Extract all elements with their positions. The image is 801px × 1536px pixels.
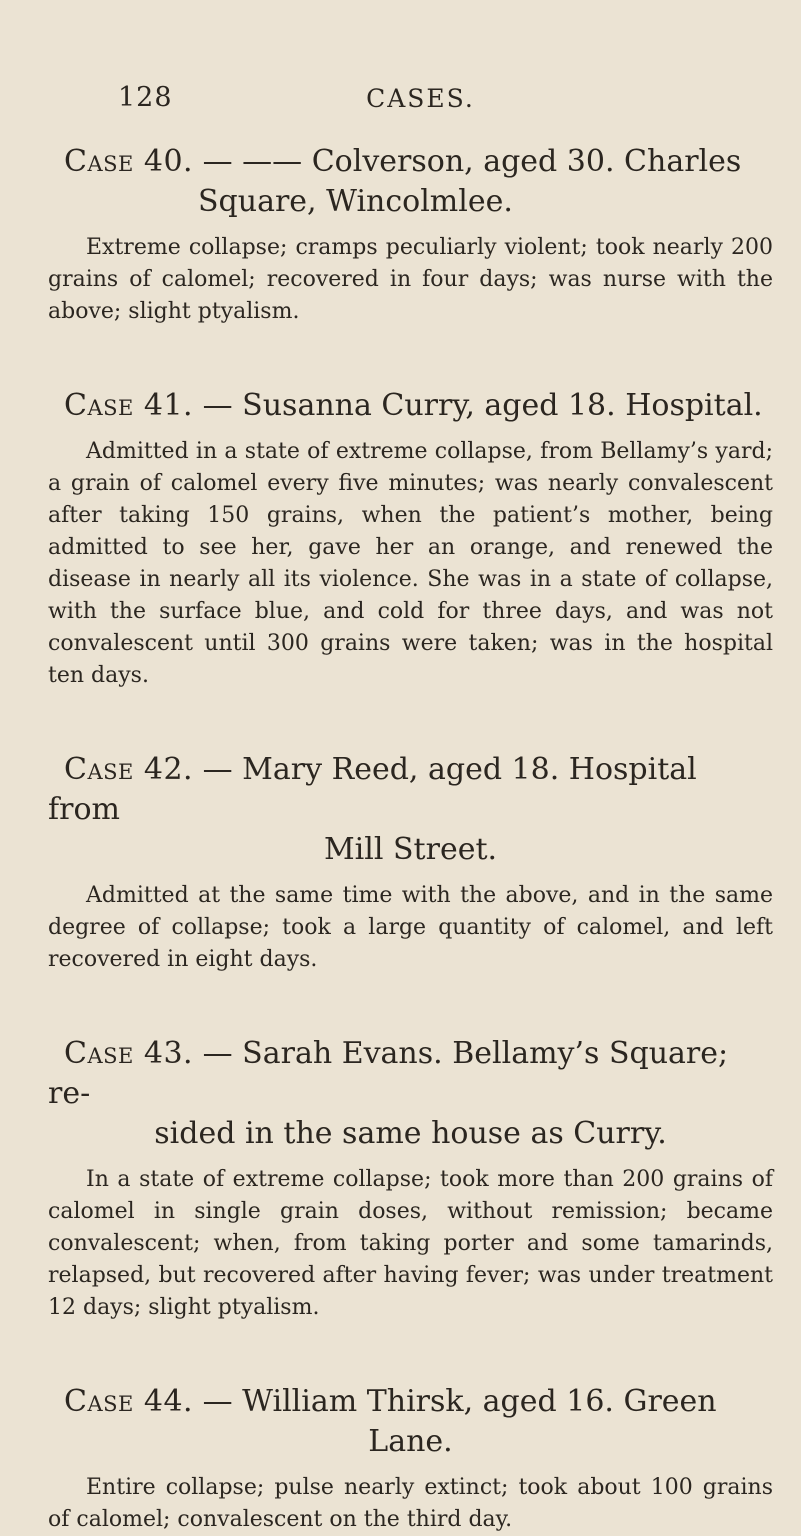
case-heading-tail: sided in the same house as Curry. [154, 1116, 667, 1151]
case-heading-text: — William Thirsk, aged 16. Green [202, 1384, 717, 1419]
case-body: In a state of extreme collapse; took more than 200 grains of calomel in single grain doses, without remission; became convalescent; when, from taking porter and some tamarinds, relapsed, but recovered after having fever; was under treatment 12 days; slight ptyalism. [48, 1167, 773, 1320]
case-label: Case 40. [64, 144, 194, 179]
case-heading-tail: Mill Street. [323, 832, 498, 867]
case-heading [48, 142, 773, 222]
case-entry [48, 750, 773, 976]
running-head [48, 62, 773, 122]
case-body: Admitted in a state of extreme collapse, from Bellamy’s yard; a grain of calomel every five minutes; was nearly convalescent after taking 150 grains, when the patient’s mother, being admitted to see her, gave her an orange, and renewed the disease in nearly all its violence. She was in a state of collapse, with the surface blue, and cold for three days, and was not convalescent until 300 grains were taken; was in the hospital ten days. [48, 439, 773, 688]
case-label: Case 43. [64, 1036, 194, 1071]
case-heading-tail: Square, Wincolmlee. [198, 184, 513, 219]
case-entry [48, 1382, 773, 1536]
case-heading-text: — Sarah Evans. Bellamy’s Square; re- [48, 1036, 729, 1111]
case-label: Case 42. [64, 752, 194, 787]
page-number: 128 [118, 82, 173, 113]
case-heading-text: — Mary Reed, aged 18. Hospital from [48, 752, 697, 827]
case-body: Extreme collapse; cramps peculiarly violent; took nearly 200 grains of calomel; recovered in four days; was nurse with the above; slight ptyalism. [48, 235, 773, 324]
case-entry [48, 142, 773, 328]
case-heading [48, 1382, 773, 1462]
case-label: Case 41. [64, 388, 194, 423]
case-heading [48, 386, 773, 426]
case-body: Admitted at the same time with the above, and in the same degree of collapse; took a large quantity of calomel, and left recovered in eight days. [48, 883, 773, 972]
book-page [0, 62, 801, 1532]
running-title: CASES. [366, 84, 475, 113]
case-heading-tail: Lane. [368, 1424, 453, 1459]
case-entry [48, 1034, 773, 1324]
case-heading [48, 1034, 773, 1154]
case-heading-text: — Susanna Curry, aged 18. Hospital. [202, 388, 763, 423]
case-body: Entire collapse; pulse nearly extinct; took about 100 grains of calomel; convalescent on the third day. [48, 1475, 773, 1532]
case-entry [48, 386, 773, 692]
case-heading [48, 750, 773, 870]
case-label: Case 44. [64, 1384, 194, 1419]
case-heading-text: — —— Colverson, aged 30. Charles [202, 144, 742, 179]
